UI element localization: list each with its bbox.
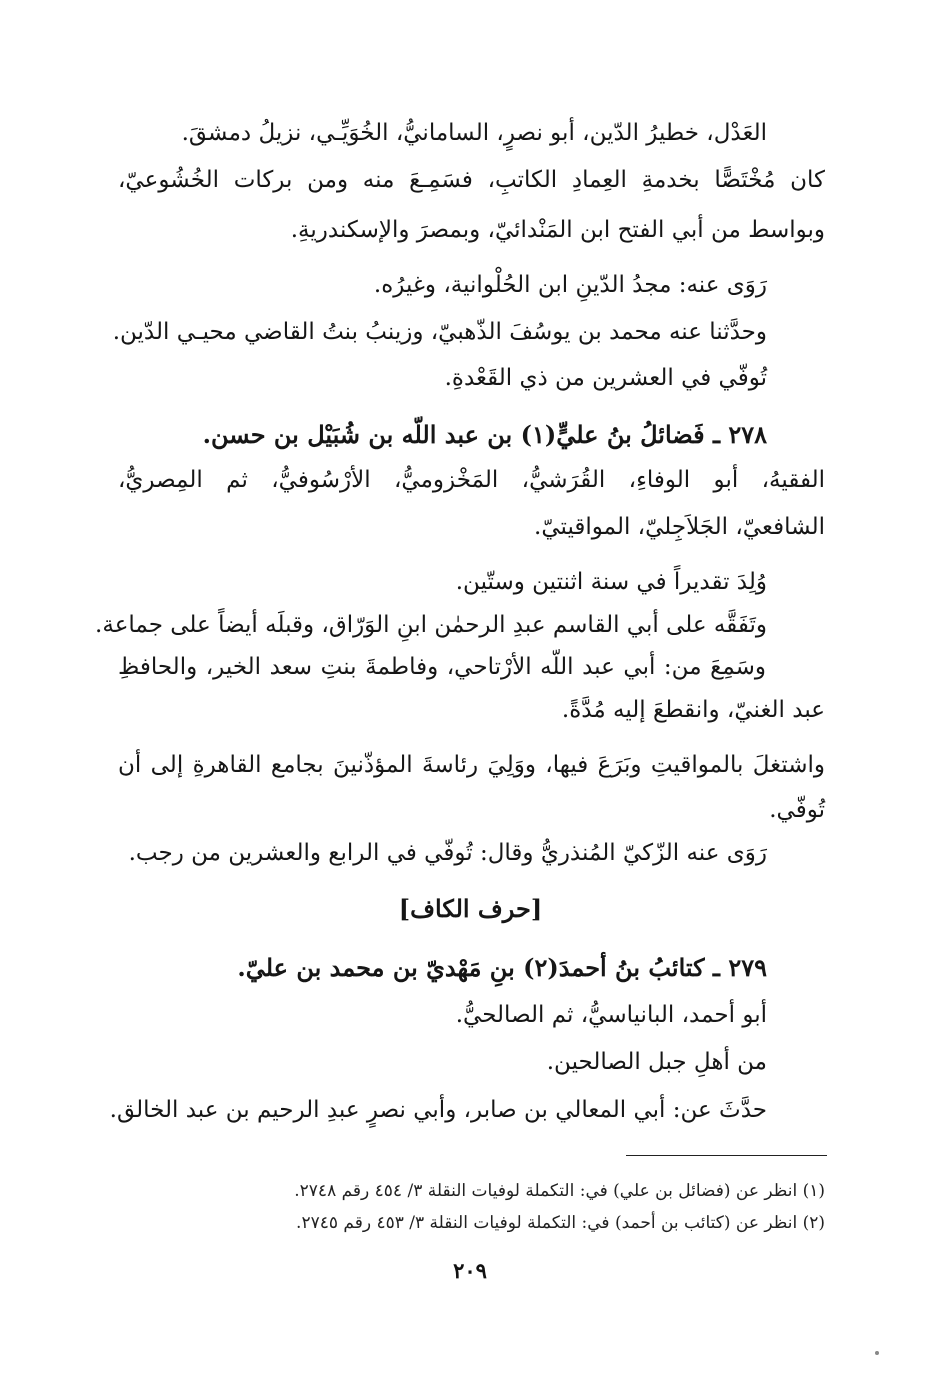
text-line: أبو أحمد، البانياسيُّ، ثم الصالحيُّ. [455, 1002, 767, 1028]
entry-heading-278: ٢٧٨ ـ فَضائلُ بنُ عليٍّ(١) بن عبد اللّه بن شُبَيْل بن حسن. [202, 420, 767, 449]
footnote-divider [626, 1155, 827, 1156]
text-line: رَوَى عنه الزّكيّ المُنذريُّ وقال: تُوفّي في الرابع والعشرين من رجب. [128, 840, 767, 866]
text-line: الشافعيّ، الجَلاَجِليّ، المواقيتيّ. [534, 514, 825, 540]
text-line: تُوفّي في العشرين من ذي القَعْدةِ. [444, 365, 767, 391]
entry-heading-279: ٢٧٩ ـ كتائبُ بنُ أحمدَ(٢) بنِ مَهْديّ بن محمد بن عليّ. [237, 953, 767, 982]
text-line: وسَمِعَ من: أبي عبد اللّه الأرْتاحي، وفاطمةَ بنتِ سعد الخير، والحافظِ [118, 654, 767, 680]
text-line: وبواسط من أبي الفتح ابن المَنْدائيّ، وبمصرَ والإسكندريةِ. [290, 217, 825, 243]
text-line: الفقيهُ، أبو الوفاءِ، القُرَشيُّ، المَخْزوميُّ، الأرْسُوفيُّ، ثم المِصريُّ، [118, 467, 825, 493]
footnote: (١) انظر عن (فضائل بن علي) في: التكملة لوفيات النقلة ٣/ ٤٥٤ رقم ٢٧٤٨. [294, 1181, 825, 1201]
text-line: من أهلِ جبل الصالحين. [546, 1049, 767, 1075]
footnote: (٢) انظر عن (كتائب بن أحمد) في: التكملة لوفيات النقلة ٣/ ٤٥٣ رقم ٢٧٤٥. [296, 1213, 825, 1233]
text-line: وحدَّثنا عنه محمد بن يوسُفَ الذّهبيّ، وزينبُ بنتُ القاضي محيـي الدّين. [112, 319, 767, 345]
text-line: كان مُخْتَصًّا بخدمةِ العِمادِ الكاتبِ، فسَمِـعَ منه ومن بركات الخُشُوعيّ، [118, 167, 825, 193]
text-line: رَوَى عنه: مجدُ الدّينِ ابن الحُلْوانية، وغيرُه. [373, 272, 767, 298]
text-line: تُوفّي. [769, 797, 825, 823]
text-line: عبد الغنيّ، وانقطعَ إليه مُدَّةً. [561, 697, 825, 723]
page-number: ٢٠٩ [453, 1258, 487, 1283]
text-line: وُلِدَ تقديراً في سنة اثنتين وستّين. [455, 569, 767, 595]
text-line: واشتغلَ بالمواقيتِ وبَرَعَ فيها، ووَلِيَ رئاسةَ المؤذّنينَ بجامع القاهرةِ إلى أن [118, 752, 825, 778]
scan-speck [875, 1351, 879, 1355]
text-line: العَدْل، خطيرُ الدّين، أبو نصرٍ، السامانيُّ، الخُوَيِّـي، نزيلُ دمشقَ. [181, 120, 767, 146]
section-heading: [حرف الكاف] [398, 894, 543, 923]
text-line: حدَّثَ عن: أبي المعالي بن صابر، وأبي نصرٍ عبدِ الرحيم بن عبد الخالق. [109, 1097, 767, 1123]
text-line: وتَفَقَّه على أبي القاسم عبدِ الرحمٰن ابنِ الوَرّاق، وقبلَه أيضاً على جماعة. [95, 612, 767, 638]
